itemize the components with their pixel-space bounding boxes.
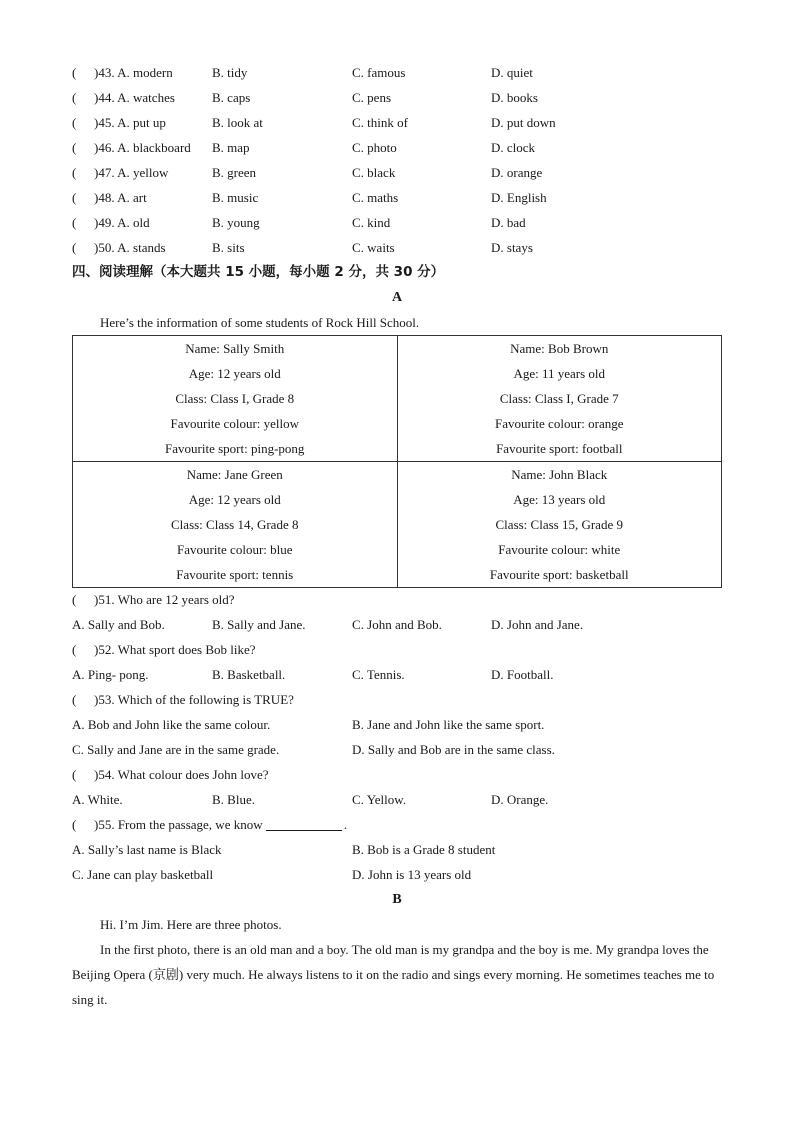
question-51-options <box>72 612 722 637</box>
question-52 <box>72 637 722 662</box>
student-colour: Favourite colour: yellow <box>170 416 300 431</box>
option-a: )43. A. modern <box>94 65 173 80</box>
option-b: B. music <box>212 190 259 205</box>
question-53-options-row2 <box>72 737 722 762</box>
cloze-item-44 <box>72 85 722 110</box>
option-b: B. look at <box>212 115 263 130</box>
question-stem: )55. From the passage, we know <box>94 817 263 832</box>
student-info-table <box>72 335 722 588</box>
cloze-item-48 <box>72 185 722 210</box>
paren-open: ( <box>72 215 77 230</box>
paren-open: ( <box>72 767 77 782</box>
cloze-item-47 <box>72 160 722 185</box>
answer-paren[interactable] <box>72 587 76 612</box>
student-class: Class: Class I, Grade 8 <box>175 391 295 406</box>
paren-open: ( <box>72 65 77 80</box>
student-name: Name: John Black <box>511 467 608 482</box>
option-b: B. green <box>212 165 257 180</box>
student-sport: Favourite sport: ping-pong <box>165 441 305 456</box>
question-stem: )54. What colour does John love? <box>94 767 269 782</box>
question-stem-wrap <box>94 812 347 837</box>
table-row <box>73 336 722 462</box>
cloze-item-50 <box>72 235 722 260</box>
option-c: C. think of <box>352 115 408 130</box>
option-c: C. Sally and Jane are in the same grade. <box>72 742 280 757</box>
option-d: D. Orange. <box>491 792 549 807</box>
question-55-options-row2 <box>72 862 722 887</box>
answer-paren[interactable] <box>72 762 76 787</box>
paren-open: ( <box>72 592 77 607</box>
option-b: B. Sally and Jane. <box>212 617 306 632</box>
paren-open: ( <box>72 817 77 832</box>
option-a: )49. A. old <box>94 215 150 230</box>
option-a: )50. A. stands <box>94 240 166 255</box>
option-c: C. black <box>352 165 396 180</box>
student-age: Age: 11 years old <box>513 366 606 381</box>
option-d: D. English <box>491 190 547 205</box>
option-a: )47. A. yellow <box>94 165 169 180</box>
option-a: A. Ping- pong. <box>72 667 149 682</box>
option-a: A. Sally and Bob. <box>72 617 165 632</box>
paren-open: ( <box>72 165 77 180</box>
option-c: C. pens <box>352 90 391 105</box>
option-d: D. bad <box>491 215 526 230</box>
question-stem: )51. Who are 12 years old? <box>94 592 235 607</box>
student-sport: Favourite sport: basketball <box>489 567 629 582</box>
passage-b-paragraph: In the first photo, there is an old man and a boy. The old man is my grandpa and the boy is me. My grandpa loves the Beijing Opera (京剧) very much. He always listens to it on the radio and sings every morning. He sometimes teaches me to sing it. <box>72 942 715 1007</box>
option-a: )45. A. put up <box>94 115 166 130</box>
question-stem-end: . <box>343 817 348 832</box>
student-colour: Favourite colour: orange <box>494 416 624 431</box>
option-a: )44. A. watches <box>94 90 175 105</box>
option-d: D. books <box>491 90 538 105</box>
option-a: A. Sally’s last name is Black <box>72 842 222 857</box>
option-c: C. Yellow. <box>352 792 407 807</box>
option-b: B. sits <box>212 240 245 255</box>
paren-open: ( <box>72 190 77 205</box>
option-b: B. Basketball. <box>212 667 286 682</box>
option-b: B. caps <box>212 90 251 105</box>
option-d: D. put down <box>491 115 556 130</box>
paren-open: ( <box>72 140 77 155</box>
student-age: Age: 12 years old <box>188 492 281 507</box>
option-b: B. Jane and John like the same sport. <box>352 717 545 732</box>
answer-paren[interactable] <box>72 812 76 837</box>
student-age: Age: 12 years old <box>188 366 281 381</box>
student-sport: Favourite sport: football <box>496 441 623 456</box>
question-55-options-row1 <box>72 837 722 862</box>
passage-b-greeting: Hi. I’m Jim. Here are three photos. <box>100 917 282 932</box>
passage-a-intro: Here’s the information of some students of Rock Hill School. <box>100 315 420 330</box>
student-colour: Favourite colour: white <box>498 542 621 557</box>
answer-paren[interactable] <box>72 160 76 185</box>
student-class: Class: Class 14, Grade 8 <box>171 517 299 532</box>
option-d: D. John is 13 years old <box>352 867 472 882</box>
answer-paren[interactable] <box>72 637 76 662</box>
option-a: A. Bob and John like the same colour. <box>72 717 271 732</box>
answer-paren[interactable] <box>72 687 76 712</box>
answer-paren[interactable] <box>72 235 76 260</box>
option-d: D. orange <box>491 165 543 180</box>
answer-paren[interactable] <box>72 85 76 110</box>
student-age: Age: 13 years old <box>513 492 606 507</box>
question-stem: )52. What sport does Bob like? <box>94 642 256 657</box>
option-a: )48. A. art <box>94 190 147 205</box>
student-colour: Favourite colour: blue <box>176 542 293 557</box>
option-c: C. waits <box>352 240 395 255</box>
option-b: B. Blue. <box>212 792 255 807</box>
paren-open: ( <box>72 90 77 105</box>
table-row <box>73 462 722 588</box>
option-d: D. stays <box>491 240 533 255</box>
option-b: B. map <box>212 140 250 155</box>
passage-a-heading: A <box>391 290 403 305</box>
option-c: C. maths <box>352 190 399 205</box>
section-title: 四、阅读理解（本大题共 15 小题，每小题 2 分，共 30 分） <box>72 264 445 280</box>
student-name: Name: Bob Brown <box>510 341 609 356</box>
option-c: C. John and Bob. <box>352 617 442 632</box>
answer-paren[interactable] <box>72 210 76 235</box>
option-d: D. clock <box>491 140 536 155</box>
paren-open: ( <box>72 115 77 130</box>
option-c: C. Jane can play basketball <box>72 867 214 882</box>
passage-b-heading: B <box>392 892 402 907</box>
student-card-sally <box>73 336 398 462</box>
question-53 <box>72 687 722 712</box>
answer-paren[interactable] <box>72 185 76 210</box>
answer-paren[interactable] <box>72 110 76 135</box>
student-card-jane <box>73 462 398 588</box>
question-54-options <box>72 787 722 812</box>
question-51 <box>72 587 722 612</box>
option-d: D. quiet <box>491 65 533 80</box>
option-b: B. Bob is a Grade 8 student <box>352 842 496 857</box>
cloze-item-49 <box>72 210 722 235</box>
student-class: Class: Class I, Grade 7 <box>499 391 619 406</box>
question-stem: )53. Which of the following is TRUE? <box>94 692 294 707</box>
paren-open: ( <box>72 692 77 707</box>
option-a: A. White. <box>72 792 123 807</box>
question-52-options <box>72 662 722 687</box>
question-54 <box>72 762 722 787</box>
student-class: Class: Class 15, Grade 9 <box>495 517 623 532</box>
question-53-options-row1 <box>72 712 722 737</box>
student-card-john <box>397 462 722 588</box>
cloze-item-43 <box>72 60 722 85</box>
option-d: D. Football. <box>491 667 554 682</box>
option-d: D. Sally and Bob are in the same class. <box>352 742 555 757</box>
student-name: Name: Jane Green <box>186 467 283 482</box>
answer-blank[interactable] <box>266 816 342 831</box>
cloze-item-46 <box>72 135 722 160</box>
student-sport: Favourite sport: tennis <box>176 567 294 582</box>
option-c: C. kind <box>352 215 391 230</box>
option-c: C. famous <box>352 65 406 80</box>
student-name: Name: Sally Smith <box>185 341 285 356</box>
option-a: )46. A. blackboard <box>94 140 191 155</box>
option-c: C. photo <box>352 140 397 155</box>
option-b: B. tidy <box>212 65 248 80</box>
question-55 <box>72 812 722 837</box>
student-card-bob <box>397 336 722 462</box>
option-c: C. Tennis. <box>352 667 405 682</box>
option-b: B. young <box>212 215 260 230</box>
paren-open: ( <box>72 642 77 657</box>
option-d: D. John and Jane. <box>491 617 584 632</box>
answer-paren[interactable] <box>72 60 76 85</box>
answer-paren[interactable] <box>72 135 76 160</box>
paren-open: ( <box>72 240 77 255</box>
cloze-item-45 <box>72 110 722 135</box>
